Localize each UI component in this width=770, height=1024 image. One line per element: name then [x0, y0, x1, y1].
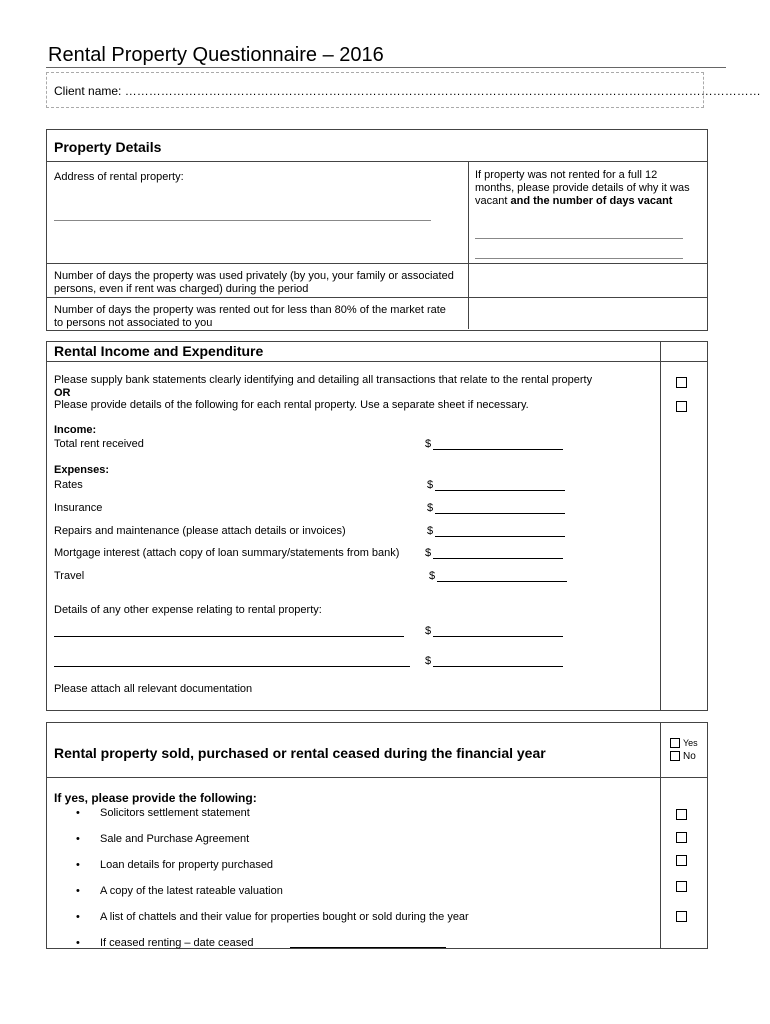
- yes-checkbox[interactable]: [670, 738, 680, 748]
- rates-field[interactable]: [435, 490, 565, 491]
- other-expense-detail-1[interactable]: [54, 636, 404, 637]
- vacant-note-bold: and the number of days vacant: [510, 195, 673, 207]
- list-item: Loan details for property purchased: [100, 859, 274, 871]
- list-item: A list of chattels and their value for properties bought or sold during the year: [100, 911, 469, 923]
- address-field[interactable]: [54, 220, 431, 221]
- bullet: •: [76, 807, 80, 819]
- vacant-note: [475, 169, 693, 208]
- vacant-field-2[interactable]: [475, 258, 683, 259]
- insurance-field[interactable]: [435, 513, 565, 514]
- total-rent-label: Total rent received: [54, 438, 144, 450]
- repairs-field[interactable]: [435, 536, 565, 537]
- dollar-sign: $: [427, 479, 434, 491]
- divider: [46, 161, 708, 162]
- bullet: •: [76, 911, 80, 923]
- property-details-heading: Property Details: [54, 139, 162, 155]
- dollar-sign: $: [425, 655, 432, 667]
- bullet: •: [76, 885, 80, 897]
- private-use-field[interactable]: [470, 264, 706, 296]
- expenses-heading: Expenses:: [54, 464, 110, 476]
- list-item: Sale and Purchase Agreement: [100, 833, 250, 845]
- yes-label: Yes: [683, 738, 698, 748]
- valuation-checkbox[interactable]: [676, 881, 687, 892]
- settlement-checkbox[interactable]: [676, 809, 687, 820]
- provide-details-text: Please provide details of the following for each rental property. Use a separate sheet if necessary.: [54, 399, 529, 411]
- attach-docs-text: Please attach all relevant documentation: [54, 683, 253, 695]
- bullet: •: [76, 833, 80, 845]
- client-name-label: Client name: ……………………………………………………………………………………………………………………………………………: [54, 84, 761, 98]
- bullet: •: [76, 937, 80, 949]
- insurance-label: Insurance: [54, 502, 103, 514]
- dollar-sign: $: [427, 502, 434, 514]
- divider: [46, 777, 708, 778]
- private-use-label: Number of days the property was used privately (by you, your family or associated persons, even if rent was charged) during the period: [54, 270, 454, 295]
- list-item: Solicitors settlement statement: [100, 807, 250, 819]
- no-checkbox[interactable]: [670, 751, 680, 761]
- dollar-sign: $: [425, 547, 432, 559]
- dollar-sign: $: [427, 525, 434, 537]
- rates-label: Rates: [54, 479, 83, 491]
- dollar-sign: $: [425, 438, 432, 450]
- income-heading: Income:: [54, 424, 97, 436]
- address-label: Address of rental property:: [54, 171, 184, 183]
- provide-details-checkbox[interactable]: [676, 401, 687, 412]
- bank-statements-checkbox[interactable]: [676, 377, 687, 388]
- divider: [660, 722, 661, 948]
- bullet: •: [76, 859, 80, 871]
- dollar-sign: $: [429, 570, 436, 582]
- below-market-label: Number of days the property was rented out for less than 80% of the market rate to persons not associated to you: [54, 304, 446, 329]
- no-label: No: [683, 751, 696, 762]
- travel-field[interactable]: [437, 581, 567, 582]
- agreement-checkbox[interactable]: [676, 832, 687, 843]
- divider: [660, 341, 661, 710]
- date-ceased-field[interactable]: [290, 947, 446, 948]
- loan-checkbox[interactable]: [676, 855, 687, 866]
- list-item: A copy of the latest rateable valuation: [100, 885, 283, 897]
- divider: [46, 361, 708, 362]
- other-expense-detail-2[interactable]: [54, 666, 410, 667]
- bank-statements-text: Please supply bank statements clearly identifying and detailing all transactions that relate to the rental property: [54, 374, 593, 386]
- divider: [468, 161, 469, 329]
- income-expenditure-heading: Rental Income and Expenditure: [54, 343, 264, 359]
- chattels-checkbox[interactable]: [676, 911, 687, 922]
- list-item: If ceased renting – date ceased: [100, 937, 254, 949]
- total-rent-field[interactable]: [433, 449, 563, 450]
- travel-label: Travel: [54, 570, 85, 582]
- title-rule: [46, 67, 726, 68]
- if-yes-heading: If yes, please provide the following:: [54, 791, 257, 805]
- dollar-sign: $: [425, 625, 432, 637]
- other-expense-amount-2[interactable]: [433, 666, 563, 667]
- below-market-field[interactable]: [470, 298, 706, 328]
- other-expense-amount-1[interactable]: [433, 636, 563, 637]
- or-text: OR: [54, 387, 71, 399]
- repairs-label: Repairs and maintenance (please attach details or invoices): [54, 525, 346, 537]
- mortgage-field[interactable]: [433, 558, 563, 559]
- other-expense-label: Details of any other expense relating to rental property:: [54, 604, 322, 616]
- sold-purchased-heading: Rental property sold, purchased or rental ceased during the financial year: [54, 745, 546, 761]
- mortgage-label: Mortgage interest (attach copy of loan summary/statements from bank): [54, 547, 400, 559]
- page-title: Rental Property Questionnaire – 2016: [48, 44, 384, 66]
- vacant-note-text: If property was not rented for a full 12 months, please provide details of why it was vacant: [475, 169, 690, 207]
- vacant-field-1[interactable]: [475, 238, 683, 239]
